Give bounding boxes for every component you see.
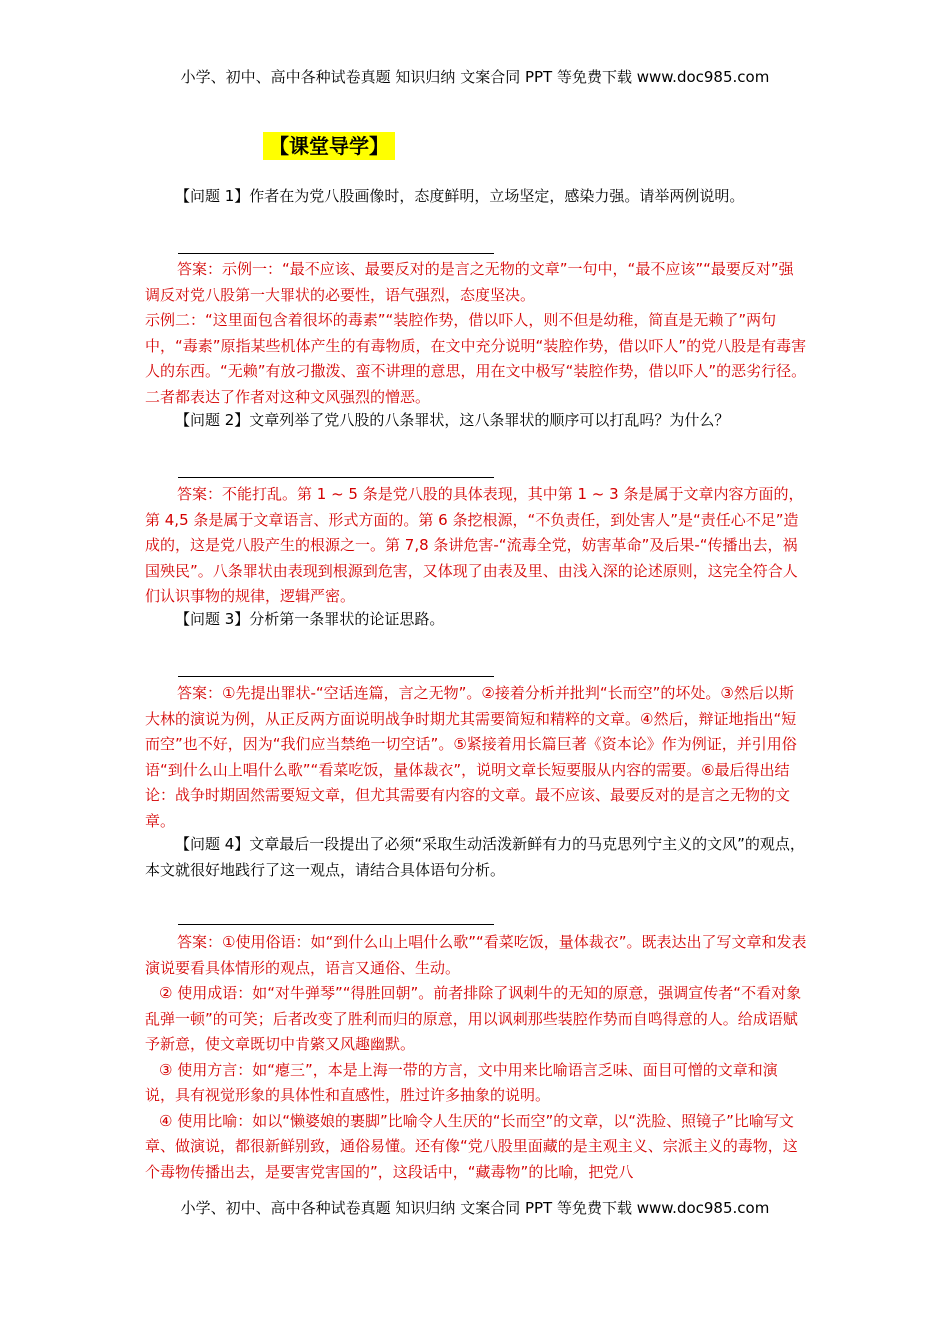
page-header: 小学、初中、高中各种试卷真题 知识归纳 文案合同 PPT 等免费下载 www.doc985.com bbox=[180, 68, 770, 86]
page-footer: 小学、初中、高中各种试卷真题 知识归纳 文案合同 PPT 等免费下载 www.doc985.com bbox=[180, 1199, 770, 1217]
answer-3 bbox=[145, 681, 807, 834]
section-title: 【课堂导学】 bbox=[263, 132, 395, 160]
question-1: 【问题 1】作者在为党八股画像时，态度鲜明，立场坚定，感染力强。请举两例说明。 bbox=[175, 187, 745, 205]
answer-2 bbox=[145, 482, 807, 610]
answer-1 bbox=[145, 257, 807, 410]
question-4: 【问题 4】文章最后一段提出了必须“采取生动活泼新鲜有力的马克思列宁主义的文风”的观点，本文就很好地践行了这一观点，请结合具体语句分析。 bbox=[145, 835, 805, 879]
answer-4-paragraph-4: ④ 使用比喻：如以“懒婆娘的裹脚”比喻令人生厌的“长而空”的文章，以“洗脸、照镜子”比喻写文章、做演说，都很新鲜别致，通俗易懂。还有像“党八股里面藏的是主观主义、宗派主义的毒物，这个毒物传播出去，是要害党害国的”，这段话中，“藏毒物”的比喻，把党八 bbox=[145, 1111, 798, 1181]
answer-4-paragraph-2: ② 使用成语：如“对牛弹琴”“得胜回朝”。前者排除了讽刺牛的无知的原意，强调宣传者“不看对象乱弹一顿”的可笑；后者改变了胜利而归的原意，用以讽刺那些装腔作势而自鸣得意的人。给成语赋予新意，使文章既切中肯綮又风趣幽默。 bbox=[145, 984, 802, 1053]
answer-1-paragraph-2: 示例二：“这里面包含着很坏的毒素”“装腔作势，借以吓人，则不但是幼稚，简直是无赖了”两句中，“毒素”原指某些机体产生的有毒物质，在文中充分说明“装腔作势，借以吓人”的党八股是有毒害人的东西。“无赖”有放刁撒泼、蛮不讲理的意思，用在文中极写“装腔作势，借以吓人”的恶劣行径。二者都表达了作者对这种文风强烈的憎恶。 bbox=[145, 311, 807, 406]
answer-4 bbox=[145, 930, 807, 1185]
answer-line-1 bbox=[178, 253, 494, 254]
question-2: 【问题 2】文章列举了党八股的八条罪状，这八条罪状的顺序可以打乱吗？为什么？ bbox=[175, 411, 730, 429]
answer-4-paragraph-3: ③ 使用方言：如“瘪三”，本是上海一带的方言，文中用来比喻语言乏味、面目可憎的文章和演说，具有视觉形象的具体性和直感性，胜过许多抽象的说明。 bbox=[145, 1060, 778, 1104]
question-3: 【问题 3】分析第一条罪状的论证思路。 bbox=[175, 610, 445, 628]
answer-line-4 bbox=[178, 924, 494, 925]
answer-line-3 bbox=[178, 676, 494, 677]
answer-line-2 bbox=[178, 477, 494, 478]
answer-2-paragraph-1: 答案：不能打乱。第 1 ~ 5 条是党八股的具体表现，其中第 1 ~ 3 条是属于文章内容方面的，第 4,5 条是属于文章语言、形式方面的。第 6 条挖根源，“不负责任，到处害人”是“责任心不足”造成的，这是党八股产生的根源之一。第 7,8 条讲危害-“流毒全党，妨害革命”及后果-“传播出去，祸国殃民”。八条罪状由表现到根源到危害，又体现了由表及里、由浅入深的论述原则，这完全符合人们认识事物的规律，逻辑严密。 bbox=[145, 485, 804, 605]
answer-1-paragraph-1: 答案：示例一：“最不应该、最要反对的是言之无物的文章”一句中，“最不应该”“最要反对”强调反对党八股第一大罪状的必要性，语气强烈，态度坚决。 bbox=[145, 260, 794, 304]
answer-4-paragraph-1: 答案：①使用俗语：如“到什么山上唱什么歌”“看菜吃饭，量体裁衣”。既表达出了写文章和发表演说要看具体情形的观点，语言又通俗、生动。 bbox=[145, 933, 807, 977]
answer-3-paragraph-1: 答案：①先提出罪状-“空话连篇，言之无物”。②接着分析并批判“长而空”的坏处。③然后以斯大林的演说为例，从正反两方面说明战争时期尤其需要简短和精粹的文章。④然后，辩证地指出“短而空”也不好，因为“我们应当禁绝一切空话”。⑤紧接着用长篇巨著《资本论》作为例证，并引用俗语“到什么山上唱什么歌”“看菜吃饭，量体裁衣”，说明文章长短要服从内容的需要。⑥最后得出结论：战争时期固然需要短文章，但尤其需要有内容的文章。最不应该、最要反对的是言之无物的文章。 bbox=[145, 684, 797, 830]
